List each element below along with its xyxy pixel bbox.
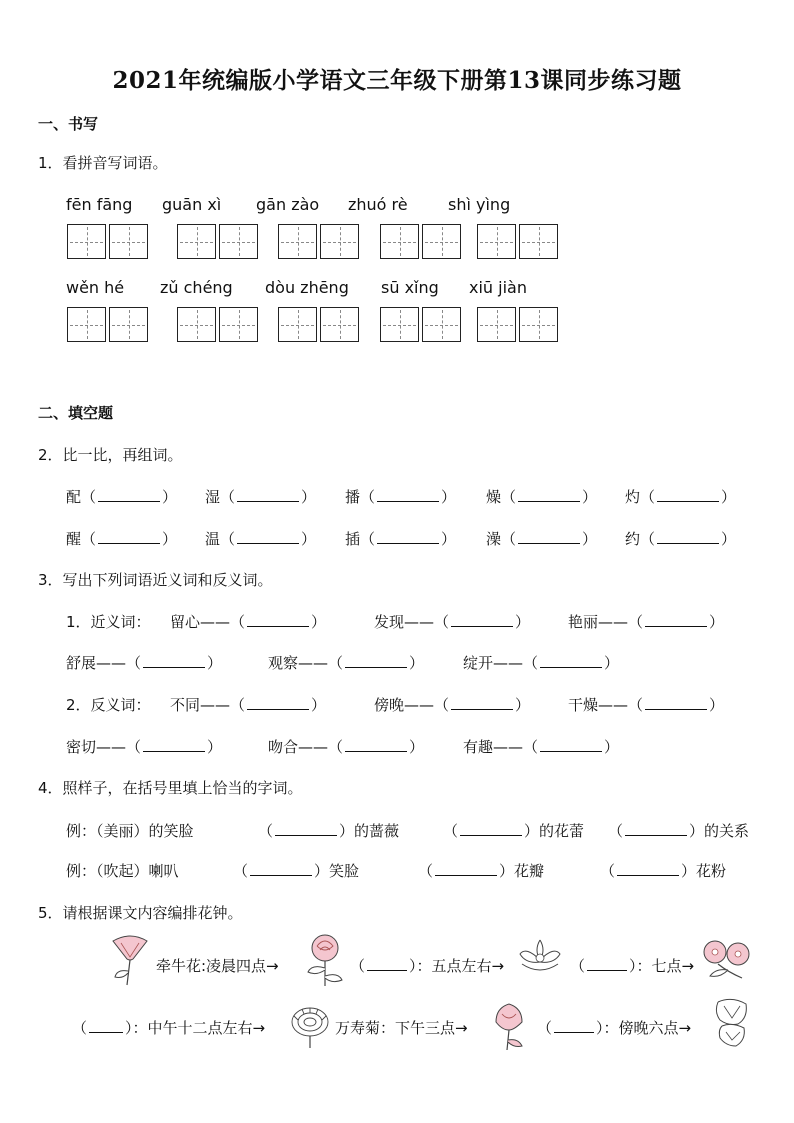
writing-grid-cell[interactable] [519, 307, 558, 342]
pinyin-1: fēn fāng [66, 195, 133, 214]
question-1-label: 1．看拼音写词语。 [38, 154, 168, 172]
writing-grid-cell[interactable] [320, 307, 359, 342]
answer-blank[interactable] [657, 486, 719, 502]
writing-grid-cell[interactable] [67, 307, 106, 342]
phrase-item: （ ）的花蕾 [443, 822, 585, 840]
lotus-icon [514, 936, 566, 980]
pinyin-9: sū xǐng [381, 278, 439, 297]
writing-grid-cell[interactable] [219, 224, 258, 259]
writing-grid-cell[interactable] [422, 307, 461, 342]
answer-blank[interactable] [645, 694, 707, 710]
answer-blank[interactable] [275, 820, 337, 836]
compare-item: 澡（ ） [486, 530, 598, 548]
answer-blank[interactable] [460, 820, 522, 836]
answer-blank[interactable] [554, 1017, 594, 1033]
question-4-label: 4．照样子，在括号里填上恰当的字词。 [38, 779, 303, 797]
answer-blank[interactable] [247, 611, 309, 627]
answer-blank[interactable] [143, 736, 205, 752]
flower-clock-text: 万寿菊：下午三点→ [335, 1019, 468, 1037]
synonym-label: 1．近义词： [66, 613, 151, 631]
pink-flower-icon [488, 1000, 530, 1052]
antonym-item: 密切——（ ） [66, 738, 223, 756]
synonym-item: 发现——（ ） [374, 613, 531, 631]
pinyin-8: dòu zhēng [265, 278, 349, 297]
compare-item: 燥（ ） [486, 488, 598, 506]
antonym-item: 吻合——（ ） [268, 738, 425, 756]
example-2: 例：（吹起）喇叭 [66, 862, 179, 880]
answer-blank[interactable] [345, 652, 407, 668]
writing-grid-cell[interactable] [380, 224, 419, 259]
compare-item: 播（ ） [345, 488, 457, 506]
compare-item: 醒（ ） [66, 530, 178, 548]
synonym-item: 艳丽——（ ） [568, 613, 725, 631]
writing-grid-cell[interactable] [177, 224, 216, 259]
antonym-item: 不同——（ ） [170, 696, 327, 714]
phrase-item: （ ）的蔷薇 [258, 822, 400, 840]
night-flower-icon [708, 996, 756, 1050]
flower-clock-text: 牵牛花:凌晨四点→ [156, 957, 279, 975]
answer-blank[interactable] [518, 528, 580, 544]
compare-item: 灼（ ） [625, 488, 737, 506]
answer-blank[interactable] [98, 486, 160, 502]
writing-grid-cell[interactable] [278, 307, 317, 342]
writing-grid-cell[interactable] [67, 224, 106, 259]
writing-grid-cell[interactable] [278, 224, 317, 259]
writing-grid-cell[interactable] [177, 307, 216, 342]
writing-grid-cell[interactable] [477, 307, 516, 342]
writing-grid-cell[interactable] [219, 307, 258, 342]
flower-clock-blank: （ ）：七点→ [570, 957, 695, 975]
compare-item: 约（ ） [625, 530, 737, 548]
compare-item: 湿（ ） [205, 488, 317, 506]
writing-grid-cell[interactable] [109, 307, 148, 342]
answer-blank[interactable] [451, 611, 513, 627]
synonym-item: 留心——（ ） [170, 613, 327, 631]
marigold-icon [284, 1000, 336, 1050]
flower-clock-blank: （ ）：中午十二点左右→ [72, 1019, 266, 1037]
section-heading-writing: 一、书写 [38, 115, 99, 133]
rose-icon [302, 932, 348, 988]
answer-blank[interactable] [540, 652, 602, 668]
pinyin-10: xiū jiàn [469, 278, 527, 297]
phrase-item: （ ）的关系 [608, 822, 750, 840]
question-2-label: 2．比一比，再组词。 [38, 446, 183, 464]
phrase-item: （ ）笑脸 [233, 862, 360, 880]
answer-blank[interactable] [540, 736, 602, 752]
answer-blank[interactable] [237, 528, 299, 544]
antonym-label: 2．反义词： [66, 696, 151, 714]
synonym-item: 观察——（ ） [268, 654, 425, 672]
writing-grid-cell[interactable] [519, 224, 558, 259]
pinyin-6: wěn hé [66, 278, 125, 297]
synonym-item: 绽开——（ ） [463, 654, 620, 672]
writing-grid-cell[interactable] [380, 307, 419, 342]
evening-primrose-icon [698, 938, 756, 982]
writing-grid-cell[interactable] [320, 224, 359, 259]
answer-blank[interactable] [518, 486, 580, 502]
antonym-item: 傍晚——（ ） [374, 696, 531, 714]
flower-clock-blank: （ ）：五点左右→ [350, 957, 505, 975]
answer-blank[interactable] [237, 486, 299, 502]
example-1: 例：（美丽）的笑脸 [66, 822, 194, 840]
answer-blank[interactable] [345, 736, 407, 752]
writing-grid-cell[interactable] [477, 224, 516, 259]
writing-grid-cell[interactable] [109, 224, 148, 259]
antonym-item: 有趣——（ ） [463, 738, 620, 756]
synonym-item: 舒展——（ ） [66, 654, 223, 672]
morning-glory-icon [107, 933, 153, 987]
compare-item: 插（ ） [345, 530, 457, 548]
page-title: 2021年统编版小学语文三年级下册第13课同步练习题 [112, 67, 682, 94]
phrase-item: （ ）花粉 [600, 862, 727, 880]
flower-clock-blank: （ ）：傍晚六点→ [537, 1019, 692, 1037]
answer-blank[interactable] [377, 528, 439, 544]
pinyin-2: guān xì [162, 195, 222, 214]
compare-item: 配（ ） [66, 488, 178, 506]
answer-blank[interactable] [435, 860, 497, 876]
answer-blank[interactable] [451, 694, 513, 710]
pinyin-5: shì yìng [448, 195, 511, 214]
answer-blank[interactable] [98, 528, 160, 544]
answer-blank[interactable] [367, 955, 407, 971]
pinyin-3: gān zào [256, 195, 320, 214]
answer-blank[interactable] [247, 694, 309, 710]
phrase-item: （ ）花瓣 [418, 862, 545, 880]
antonym-item: 干燥——（ ） [568, 696, 725, 714]
writing-grid-cell[interactable] [422, 224, 461, 259]
pinyin-7: zǔ chéng [160, 278, 233, 297]
question-3-label: 3．写出下列词语近义词和反义词。 [38, 571, 273, 589]
question-5-label: 5．请根据课文内容编排花钟。 [38, 904, 243, 922]
section-heading-fill: 二、填空题 [38, 404, 114, 422]
answer-blank[interactable] [625, 820, 687, 836]
answer-blank[interactable] [645, 611, 707, 627]
answer-blank[interactable] [657, 528, 719, 544]
answer-blank[interactable] [250, 860, 312, 876]
answer-blank[interactable] [377, 486, 439, 502]
compare-item: 温（ ） [205, 530, 317, 548]
answer-blank[interactable] [617, 860, 679, 876]
answer-blank[interactable] [89, 1017, 123, 1033]
answer-blank[interactable] [587, 955, 627, 971]
pinyin-4: zhuó rè [348, 195, 408, 214]
answer-blank[interactable] [143, 652, 205, 668]
